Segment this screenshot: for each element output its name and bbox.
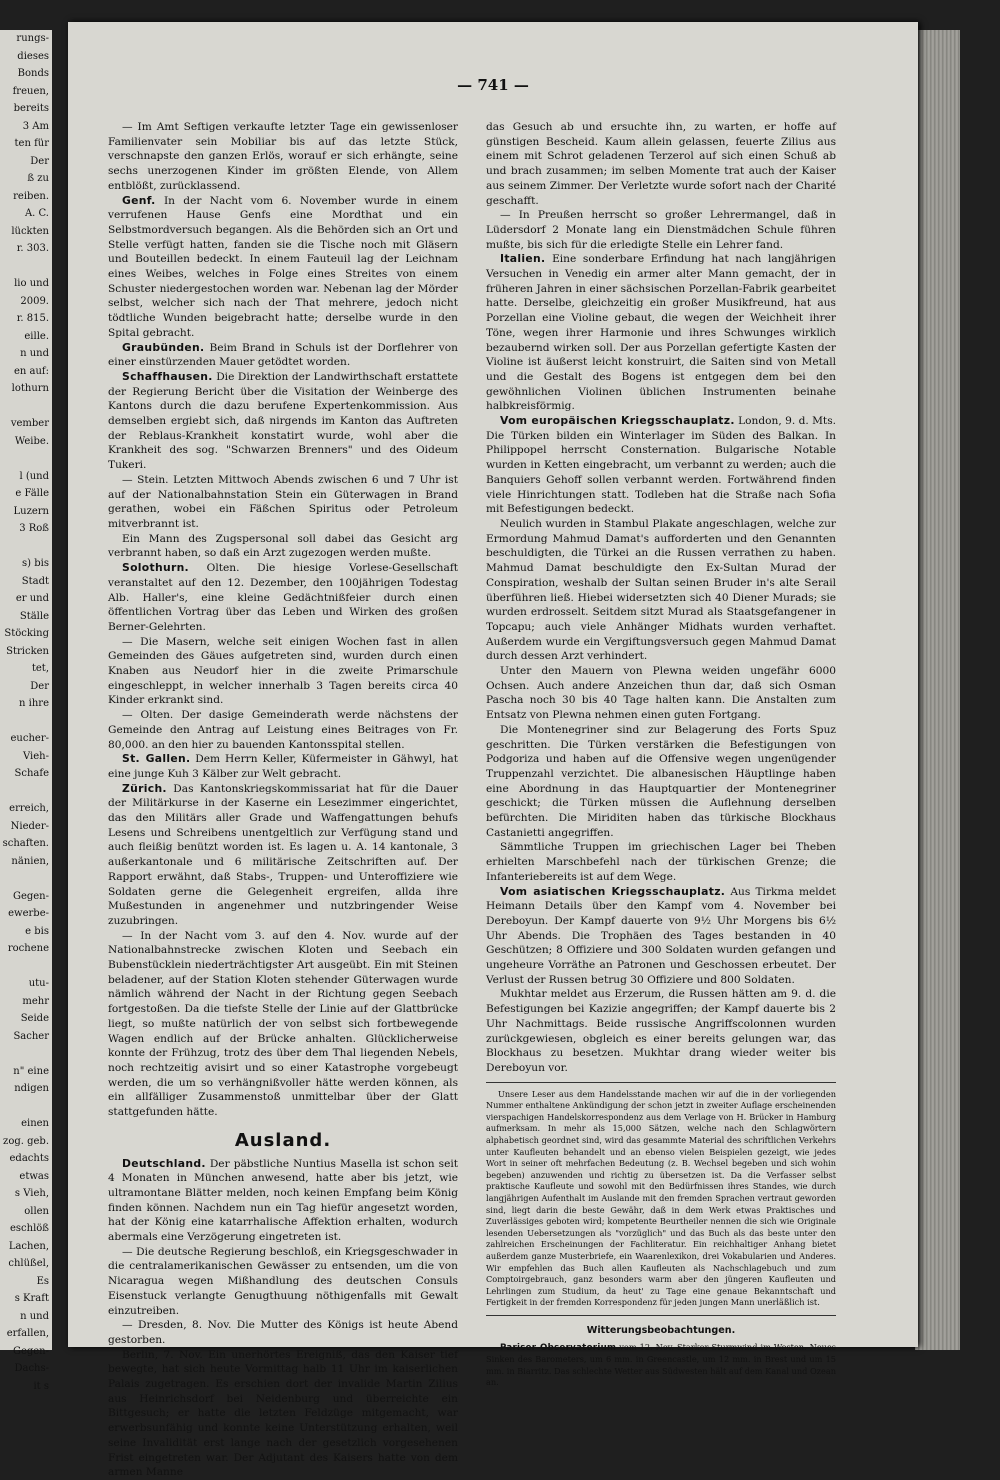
article-genf <box>108 194 458 341</box>
margin-fragment: n und <box>20 348 49 359</box>
article-kriegsgeschwader: — Die deutsche Regierung beschloß, ein Kriegsgeschwader in die centralamerikanischen Gewässer zu entsenden, um die von Nicaragua wegen Mißhandlung des deutschen Consuls Eisenstuck verlangte Genugthuung nöthigenfalls mit Gewalt einzutreiben. <box>108 1245 458 1317</box>
book-page-stack <box>915 30 960 1350</box>
margin-fragment: tet, <box>31 663 49 674</box>
margin-fragment: lothurn <box>11 383 49 394</box>
article-preussen: — In Preußen herrscht so großer Lehrermangel, daß in Lüdersdorf 2 Monate lang ein Dienstmädchen Schule führen mußte, bis sich für die erledigte Stelle ein Lehrer fand. <box>486 209 836 251</box>
article-olten: — Olten. Der dasige Gemeinderath werde nächstens der Gemeinde den Antrag auf Leistung eines Beitrages von Fr. 80,000. an den hier zu bauenden Kantonsspital stellen. <box>108 709 458 751</box>
margin-fragment: r. 815. <box>16 313 49 324</box>
article-montenegro: Die Montenegriner sind zur Belagerung des Forts Spuz geschritten. Die Türken verstärken die Befestigungen von Podgoriza und haben auf die Offensive wegen ungenügender Truppenzahl verzichtet. Die albanesischen Häuptlinge haben eine Abordnung in das Hauptquartier der Montenegriner geschickt; die Türken müssen die Auflehnung derselben befürchten. Die Miriditen haben das türkische Blockhaus Castanietti angegriffen. <box>486 723 836 839</box>
article-st-gallen <box>108 752 458 781</box>
text-asiat-kriegsschauplatz: Aus Tirkma meldet Heimann Details über den Kampf vom 4. November bei Dereboyun. Der Kampf dauerte von 9½ Uhr Morgens bis 6½ Uhr Abends. Die Trophäen des Tages bestanden in 40 Geschützen; 8 Offiziere und 300 Soldaten wurden gefangen und ungeheure Vorräthe an Patronen und Geschossen erbeutet. Der Verlust der Russen betrug 30 Offiziere und 800 Soldaten. <box>486 885 836 986</box>
margin-fragment: freuen, <box>12 85 49 97</box>
margin-fragment: Lachen, <box>8 1240 49 1252</box>
article-schaffhausen <box>108 370 458 473</box>
weather-paris <box>486 1342 836 1389</box>
margin-fragment: e bis <box>25 925 49 937</box>
heading-deutschland: Deutschland. <box>122 1156 206 1170</box>
margin-fragment: 3 Roß <box>19 523 49 534</box>
notice-handelskorrespondenz: Unsere Leser aus dem Handelsstande machen wir auf die in der vorliegenden Nummer enthaltene Ankündigung der schon jetzt in zweiter Auflage erscheinenden vierspachigen Handelskorrespondenz aus dem Verlage von H. Brücker in Hamburg aufmerksam. In mehr als 15,000 Sätzen, welche nach den Schlagwörtern alphabetisch geordnet sind, wird das gesammte Material des schriftlichen Verkehrs unter Kaufleuten behandelt und an ebenso vielen Beispielen gezeigt, wie jedes Wort in seiner oft mehrfachen Bedeutung (z. B. Wechsel begeben und sich wohin begeben) anzuwenden und richtig zu übersetzen ist. Da die Verfasser selbst praktische Kaufleute und sowohl mit den Bedürfnissen ihres Standes, wie durch langjährigen Aufenthalt im Auslande mit den fremden Sprachen vertraut geworden sind, liegt darin die beste Gewähr, daß in dem Werk etwas Praktisches und Zuverlässiges geboten wird; kompetente Beurtheiler nennen die sich wie Originale lesenden Uebersetzungen als "vorzüglich" und das Buch als das beste unter den zahlreichen Erscheinungen der Fachliteratur. Ein reichhaltiger Anhang bietet außerdem ganze Musterbriefe, ein Waarenlexikon, drei Vokabularien und Anderes. Wir empfehlen das Buch allen Kaufleuten als Nachschlagebuch und zum Comptoirgebrauch, ganz besonders warm aber den jüngeren Kaufleuten und Lehrlingen zum Studium, da heut' zu Tage eine genaue Bekanntschaft und Fertigkeit in der fremden Korrespondenz für jeden jungen Mann unerläßlich ist. <box>486 1088 836 1308</box>
article-europ-kriegsschauplatz <box>486 414 836 517</box>
margin-fragment: utu- <box>28 978 49 989</box>
margin-fragment: lio und <box>14 278 49 289</box>
margin-fragment: reiben. <box>13 190 49 202</box>
margin-fragment: Weibe. <box>14 435 49 447</box>
margin-fragment: Gegen- <box>12 890 49 902</box>
margin-fragment: Der <box>30 155 49 167</box>
margin-fragment: eucher- <box>10 733 49 744</box>
margin-fragment: edachts <box>9 1153 49 1164</box>
margin-fragment: Stadt <box>21 575 49 587</box>
article-seftigen: — Im Amt Seftigen verkaufte letzter Tage ein gewissenloser Familienvater sein Mobiliar bis auf das letzte Stück, verschnapste den ganzen Erlös, worauf er sich erhängte, seine sechs unerzogenen Kinder im größten Elende, von Allem entblößt, zurücklassend. <box>108 121 458 192</box>
text-solothurn: Olten. Die hiesige Vorlese-Gesellschaft veranstaltet auf den 12. Dezember, den 100jährigen Todestag Alb. Haller's, eine kleine Gedächtnißfeier durch einen öffentlichen Vortrag über das Leben und Wirken des großen Berner-Gelehrten. <box>108 562 458 633</box>
margin-fragment: vember <box>10 418 49 429</box>
margin-fragment: etwas <box>19 1170 49 1182</box>
weather-title: Witterungsbeobachtungen. <box>586 1324 736 1336</box>
article-stein-2: Ein Mann des Zugspersonal soll dabei das Gesicht arg verbrannt haben, so daß ein Arzt zugezogen werden mußte. <box>108 532 458 560</box>
margin-fragment: 3 Am <box>22 120 49 132</box>
adjacent-page-edge <box>0 30 52 1392</box>
heading-europ-kriegsschauplatz: Vom europäischen Kriegsschauplatz. <box>500 414 735 428</box>
text-pariser-observatorium: vom 12. Nov. Starker Sturmwind im Westen. Neues Sinken des Barometers, um 6 mm. in Greencastle, um 12 mm. in Brest und um 15 mm. in Biarritz. Das schlechte Wetter aus Südwesten hält auf dem Kanal und Ozean an. <box>486 1341 837 1388</box>
margin-fragment <box>0 870 52 888</box>
margin-fragment: Es <box>36 1275 49 1287</box>
heading-asiat-kriegsschauplatz: Vom asiatischen Kriegsschauplatz. <box>500 884 726 898</box>
margin-fragment: rungs- <box>16 33 49 44</box>
article-deutschland <box>108 1157 458 1245</box>
heading-schaffhausen: Schaffhausen. <box>122 369 213 383</box>
heading-zuerich: Zürich. <box>122 781 167 795</box>
newspaper-page <box>68 22 918 1479</box>
margin-fragment: nänien, <box>11 855 49 867</box>
text-europ-kriegsschauplatz: London, 9. d. Mts. Die Türken bilden ein Winterlager im Süden des Balkan. In Philippopel herrscht Consternation. Bulgarische Notable wurden in Ketten eingebracht, um verbannt zu werden; auch die Banquiers Gehoff sollen verbannt werden. Fortwährend finden viele Hinrichtungen statt. Todleben hat die Straße nach Sofia mit Befestigungen bedeckt. <box>486 415 836 516</box>
margin-fragment: n" eine <box>13 1065 49 1077</box>
heading-pariser-observatorium: Pariser Observatorium <box>500 1342 617 1353</box>
margin-fragment: Schafe <box>14 768 49 779</box>
notice-block <box>486 1089 836 1309</box>
section-title-ausland: Ausland. <box>234 1129 332 1151</box>
article-stambul: Neulich wurden in Stambul Plakate angeschlagen, welche zur Ermordung Mahmud Damat's aufforderten und den Genannten beschuldigten, die Türkei an die Russen verrathen zu haben. Mahmud Damat beschuldigte den Ex-Sultan Murad der Conspiration, weshalb der Sultan seinen Bruder in's alte Serail überführen ließ. Hiebei widersetzten sich 40 Diener Murads; sie wurden erdrosselt. Seitdem sitzt Murad als Staatsgefangener in Topcapu; auch viele Anhänger Midhats wurden verhaftet. Außerdem wurde ein Vergiftungsversuch gegen Mahmud Damat durch dessen Arzt verhindert. <box>486 517 836 663</box>
margin-fragment <box>0 258 52 276</box>
article-stein: — Stein. Letzten Mittwoch Abends zwischen 6 und 7 Uhr ist auf der Nationalbahnstation Stein ein Güterwagen in Brand gerathen, wobei ein Fäßchen Spiritus oder Petroleum mitverbrannt ist. <box>108 473 458 530</box>
margin-fragment <box>0 1098 52 1116</box>
heading-italien: Italien. <box>500 252 546 266</box>
margin-fragment <box>0 538 52 556</box>
margin-fragment: Ställe <box>19 610 49 622</box>
margin-fragment: erfallen, <box>6 1328 49 1339</box>
margin-fragment: s) bis <box>22 558 49 569</box>
heading-genf: Genf. <box>122 193 156 207</box>
article-masern: — Die Masern, welche seit einigen Wochen fast in allen Gemeinden des Gäues aufgetreten sind, wurden durch einen Knaben aus Neudorf hier in die zweite Primarschule eingeschleppt, in welcher innerhalb 3 Tagen bereits circa 40 Kinder erkrankt sind. <box>108 635 458 707</box>
text-genf: In der Nacht vom 6. November wurde in einem verrufenen Hause Genfs eine Mordthat und ein Selbstmordversuch begangen. Als die Behörden sich an Ort und Stelle verfügt hatten, fanden sie die Tische noch mit Gläsern und Bouteillen bedeckt. In einem Fauteuil lag der Leichnam eines Weibes, welches in Folge eines Streites von einem Schuster niedergestochen worden war. Nebenan lag der Mörder selbst, welcher sich nach der That mehrere, jedoch nicht tödtliche Wunden beigebracht hatte; derselbe wurde in den Spital gebracht. <box>108 194 458 339</box>
margin-fragment <box>0 398 52 416</box>
margin-fragment: l (und <box>19 470 49 482</box>
column-left <box>108 120 458 1480</box>
margin-fragment: s Vieh, <box>14 1188 49 1199</box>
article-asiat-kriegsschauplatz <box>486 885 836 988</box>
margin-fragment: Vieh- <box>23 750 49 762</box>
margin-fragment: chlüßel, <box>8 1258 49 1269</box>
article-theben: Sämmtliche Truppen im griechischen Lager bei Theben erhielten Marschbefehl nach der türkischen Grenze; die Infanteriebereits ist auf dem Wege. <box>486 841 836 883</box>
text-zuerich: Das Kantonskriegskommissariat hat für die Dauer der Militärkurse in der Kaserne ein Lesezimmer eingerichtet, das den Militärs aller Grade und Waffengattungen behufs Lesens und Schreibens unentgeltlich zur Verfügung stand und auch fleißig benützt worden ist. Es lagen u. A. 14 kantonale, 3 außerkantonale und 6 militärische Zeitschriften auf. Der Rapport erwähnt, daß Stabs-, Truppen- und Unteroffiziere wie Soldaten gerne die Gelegenheit ergreifen, allda ihre Mußestunden in angenehmer und nutzbringender Weise zuzubringen. <box>108 782 458 927</box>
margin-fragment: bereits <box>13 103 49 114</box>
page-number: — 741 — <box>457 76 529 94</box>
margin-fragment: schaften. <box>2 838 49 849</box>
text-italien: Eine sonderbare Erfindung hat nach langjährigen Versuchen in Venedig ein armer alter Mann gemacht, der in früheren Jahren in einer sächsischen Porzellan-Fabrik gearbeitet hatte. Derselbe, gleichzeitig ein großer Musikfreund, hat aus Porzellan eine Violine gebaut, die wegen der Weichheit ihrer Töne, wegen ihrer Harmonie und ihres Schwunges wirklich bezaubernd wirken soll. Der aus Porzellan gefertigte Kasten der Violine ist äußerst leicht konstruirt, die Saiten sind von Metall und die Gestalt des Bogens ist entgegen dem bei den gewöhnlichen Violinen üblichen Instrumenten beinahe halbkreisförmig. <box>486 253 836 413</box>
margin-fragment: erreich, <box>9 803 49 814</box>
heading-graubuenden: Graubünden. <box>122 340 205 354</box>
margin-fragment <box>0 783 52 801</box>
column-right <box>486 120 836 1389</box>
margin-fragment: e Fälle <box>15 488 49 499</box>
margin-fragment: ndigen <box>14 1083 49 1094</box>
margin-fragment: dieses <box>17 50 49 62</box>
margin-fragment: Stöcking <box>4 628 49 639</box>
margin-fragment: er und <box>15 593 49 604</box>
article-graubuenden <box>108 341 458 370</box>
margin-fragment: Luzern <box>13 505 49 517</box>
margin-fragment: en auf: <box>13 365 49 377</box>
margin-fragment: n ihre <box>19 698 49 709</box>
margin-fragment <box>0 713 52 731</box>
heading-st-gallen: St. Gallen. <box>122 752 191 766</box>
margin-fragment: Nieder- <box>10 820 49 832</box>
heading-solothurn: Solothurn. <box>122 561 189 575</box>
margin-fragment: eschlöß <box>10 1223 49 1234</box>
divider <box>486 1315 836 1316</box>
margin-fragment: r. 303. <box>16 243 49 254</box>
article-plewna: Unter den Mauern von Plewna weiden ungefähr 6000 Ochsen. Auch andere Anzeichen thun dar, daß sich Osman Pascha noch 30 bis 40 Tage halten kann. Die Anstalten zum Entsatz von Plewna nehmen einen guten Fortgang. <box>486 665 836 722</box>
margin-fragment: ewerbe- <box>8 908 49 919</box>
margin-fragment: Stricken <box>6 645 49 657</box>
article-berlin: Berlin, 7. Nov. Ein unerhörtes Ereigniß, das den Kaiser tief bewegte, hat sich heute Vormittag halb 11 Uhr im kaiserlichen Palais zugetragen. Es erschien dort der invalide Martin Zilius aus Heinrichsdorf bei Neidenburg und überreichte ein Bittgesuch; er hatte die letzten Feldzüge mitgemacht, war erwerbsunfähig und konnte keine Unterstützung erhalten, weil seine Invalidität erst lange nach der gesetzlich vorgesehenen Frist eingetreten war. Der Adjutant des Kaisers hatte von dem armen Manne <box>108 1348 458 1479</box>
margin-fragment: Gegen- <box>12 1345 49 1357</box>
margin-fragment: Seide <box>20 1013 49 1024</box>
article-italien <box>486 252 836 414</box>
article-kloten: — In der Nacht vom 3. auf den 4. Nov. wurde auf der Nationalbahnstrecke zwischen Kloten und Seebach ein Bubenstücklein niederträchtigster Art ausgeübt. Ein mit Steinen beladener, auf der Station Kloten stehender Güterwagen wurde nämlich während der Nacht in der Richtung gegen Seebach fortgestoßen. Da die tiefste Stelle der Linie auf der Glattbrücke liegt, so mußte natürlich der von selbst sich fortbewegende Wagen endlich auf der Brücke anhalten. Glücklicherweise konnte der Frühzug, trotz des über dem Thal liegenden Nebels, noch rechtzeitig avisirt und so einer Katastrophe vorgebeugt werden, die um so verhängnißvoller hätte werden können, als ein allfälliger Zusammenstoß unmittelbar über der Glatt stattgefunden hätte. <box>108 929 458 1119</box>
margin-fragment: A. C. <box>24 208 49 219</box>
margin-fragment: Sacher <box>13 1030 49 1042</box>
margin-fragment: Dachs- <box>14 1363 49 1374</box>
margin-fragment: 2009. <box>20 295 49 307</box>
article-solothurn <box>108 561 458 635</box>
article-mukhtar: Mukhtar meldet aus Erzerum, die Russen hätten am 9. d. die Befestigungen bei Kazizie angegriffen; der Kampf dauerte bis 2 Uhr Nachmittags. Beide russische Angriffscolonnen wurden zurückgewiesen, obgleich es einer bereits gelungen war, das Blockhaus zu besetzen. Mukhtar drang wieder weiter bis Dereboyun vor. <box>486 988 836 1074</box>
margin-fragment: rochene <box>7 943 49 954</box>
text-graubuenden: Beim Brand in Schuls ist der Dorflehrer von einer einstürzenden Mauer getödtet worden. <box>108 341 458 369</box>
margin-fragment: einen <box>21 1118 49 1129</box>
margin-fragment: Bonds <box>17 68 49 79</box>
text-st-gallen: Dem Herrn Keller, Küfermeister in Gähwyl, hat eine junge Kuh 3 Kälber zur Welt gebracht. <box>108 753 458 780</box>
margin-fragment <box>0 958 52 976</box>
article-dresden: — Dresden, 8. Nov. Die Mutter des Königs ist heute Abend gestorben. <box>108 1319 458 1346</box>
margin-fragment <box>0 1045 52 1063</box>
text-schaffhausen: Die Direktion der Landwirthschaft erstattete der Regierung Bericht über die Visitation der Weinberge des Kantons durch die dazu berufene Expertenkommission. Aus demselben ergiebt sich, daß nirgends im Kanton das Auftreten der Reblaus-Krankheit konstatirt wurde, wohl aber die Krankheit des sog. "Schwarzen Brenners" und des Oideum Tukeri. <box>108 370 458 472</box>
margin-fragment: ollen <box>24 1205 49 1217</box>
article-berlin-cont: das Gesuch ab und ersuchte ihn, zu warten, er hoffe auf günstigen Bescheid. Kaum allein gelassen, feuerte Zilius aus einem mit Schrot geladenen Terzerol auf sich einen Schuß ab und brach zusammen; im selben Momente trat auch der Kaiser aus seinem Zimmer. Der Verletzte wurde sofort nach der Charité geschafft. <box>486 121 836 207</box>
margin-fragment <box>0 450 52 468</box>
divider <box>486 1082 836 1083</box>
margin-fragment: ten für <box>14 138 49 149</box>
text-deutschland: Der päbstliche Nuntius Masella ist schon seit 4 Monaten in München anwesend, hatte aber bis jetzt, wie ultramontane Blätter melden, noch keinen Empfang beim König finden können. Nachdem nun ein Tag hiefür angesetzt worden, hat der König eine katarrhalische Affektion erhalten, wodurch abermals eine Verzögerung eingetreten ist. <box>108 1157 458 1244</box>
margin-fragment: ß zu <box>27 173 49 184</box>
article-zuerich <box>108 782 458 929</box>
margin-fragment: zog. geb. <box>3 1135 49 1147</box>
margin-fragment: s Kraft <box>14 1293 49 1304</box>
margin-fragment: eille. <box>24 330 49 342</box>
weather-report <box>486 1342 836 1389</box>
margin-fragment: n und <box>20 1310 49 1322</box>
margin-fragment: mehr <box>22 995 49 1007</box>
margin-fragment: Der <box>30 680 49 692</box>
margin-fragment: lückten <box>11 225 49 237</box>
margin-fragment: it s <box>33 1380 49 1392</box>
